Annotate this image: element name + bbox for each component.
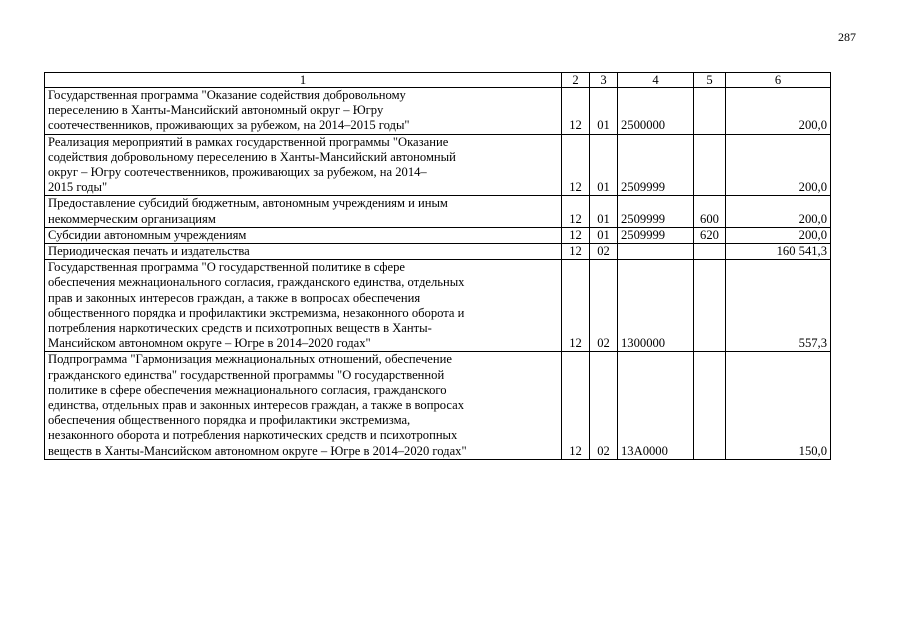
- row-section: 12: [562, 196, 590, 227]
- table-row: [45, 134, 831, 196]
- row-section: 12: [562, 260, 590, 352]
- table-row: [45, 260, 831, 352]
- row-expense-type: [694, 134, 726, 196]
- row-section: 12: [562, 134, 590, 196]
- row-name: Предоставление субсидий бюджетным, автономным учреждениям и иным некоммерческим организациям: [45, 196, 562, 227]
- row-target-article: 13А0000: [618, 352, 694, 459]
- row-name: Реализация мероприятий в рамках государственной программы "Оказание содействия добровольному переселению в Ханты-Мансийский автономный округ – Югру соотечественников, проживающих за рубежом, на 2014– 2015 годы": [45, 134, 562, 196]
- row-expense-type: [694, 88, 726, 135]
- row-amount: 200,0: [726, 88, 831, 135]
- row-target-article: 2509999: [618, 196, 694, 227]
- row-expense-type: 620: [694, 227, 726, 243]
- table-header-row: [45, 73, 831, 88]
- row-expense-type: 600: [694, 196, 726, 227]
- row-subsection: 01: [590, 196, 618, 227]
- table-row: [45, 352, 831, 459]
- row-section: 12: [562, 88, 590, 135]
- row-amount: 150,0: [726, 352, 831, 459]
- row-subsection: 02: [590, 244, 618, 260]
- row-expense-type: [694, 244, 726, 260]
- row-target-article: [618, 244, 694, 260]
- row-subsection: 01: [590, 227, 618, 243]
- row-name: Государственная программа "О государственной политике в сфере обеспечения межнационального согласия, гражданского единства, отдельных прав и законных интересов граждан, а также в вопросах обеспечения общественного порядка и профилактики экстремизма, незаконного оборота и потребления наркотических средств и психотропных веществ в Ханты- Мансийском автономном округе – Югре в 2014–2020 годах": [45, 260, 562, 352]
- column-header-4: 4: [618, 73, 694, 88]
- column-header-1: 1: [45, 73, 562, 88]
- row-section: 12: [562, 227, 590, 243]
- row-subsection: 02: [590, 352, 618, 459]
- column-header-5: 5: [694, 73, 726, 88]
- row-target-article: 2509999: [618, 134, 694, 196]
- row-section: 12: [562, 244, 590, 260]
- table-row: [45, 88, 831, 135]
- row-name: Подпрограмма "Гармонизация межнациональных отношений, обеспечение гражданского единства" государственной программы "О государственной политике в сфере обеспечения межнационального согласия, гражданского единства, отдельных прав и законных интересов граждан, а также в вопросах обеспечения общественного порядка и профилактики экстремизма, незаконного оборота и потребления наркотических средств и психотропных веществ в Ханты-Мансийском автономном округе – Югре в 2014–2020 годах": [45, 352, 562, 459]
- column-header-2: 2: [562, 73, 590, 88]
- column-header-6: 6: [726, 73, 831, 88]
- row-target-article: 2500000: [618, 88, 694, 135]
- row-subsection: 01: [590, 134, 618, 196]
- budget-table: [44, 72, 831, 460]
- row-amount: 557,3: [726, 260, 831, 352]
- row-name: Периодическая печать и издательства: [45, 244, 562, 260]
- table-row: [45, 244, 831, 260]
- row-subsection: 02: [590, 260, 618, 352]
- row-target-article: 1300000: [618, 260, 694, 352]
- row-subsection: 01: [590, 88, 618, 135]
- page-number: 287: [838, 30, 856, 44]
- row-name: Субсидии автономным учреждениям: [45, 227, 562, 243]
- row-amount: 200,0: [726, 227, 831, 243]
- row-section: 12: [562, 352, 590, 459]
- table-row: [45, 227, 831, 243]
- row-amount: 200,0: [726, 196, 831, 227]
- table-row: [45, 196, 831, 227]
- column-header-3: 3: [590, 73, 618, 88]
- row-name: Государственная программа "Оказание содействия добровольному переселению в Ханты-Мансийский автономный округ – Югру соотечественников, проживающих за рубежом, на 2014–2015 годы": [45, 88, 562, 135]
- row-target-article: 2509999: [618, 227, 694, 243]
- row-expense-type: [694, 260, 726, 352]
- row-expense-type: [694, 352, 726, 459]
- row-amount: 160 541,3: [726, 244, 831, 260]
- row-amount: 200,0: [726, 134, 831, 196]
